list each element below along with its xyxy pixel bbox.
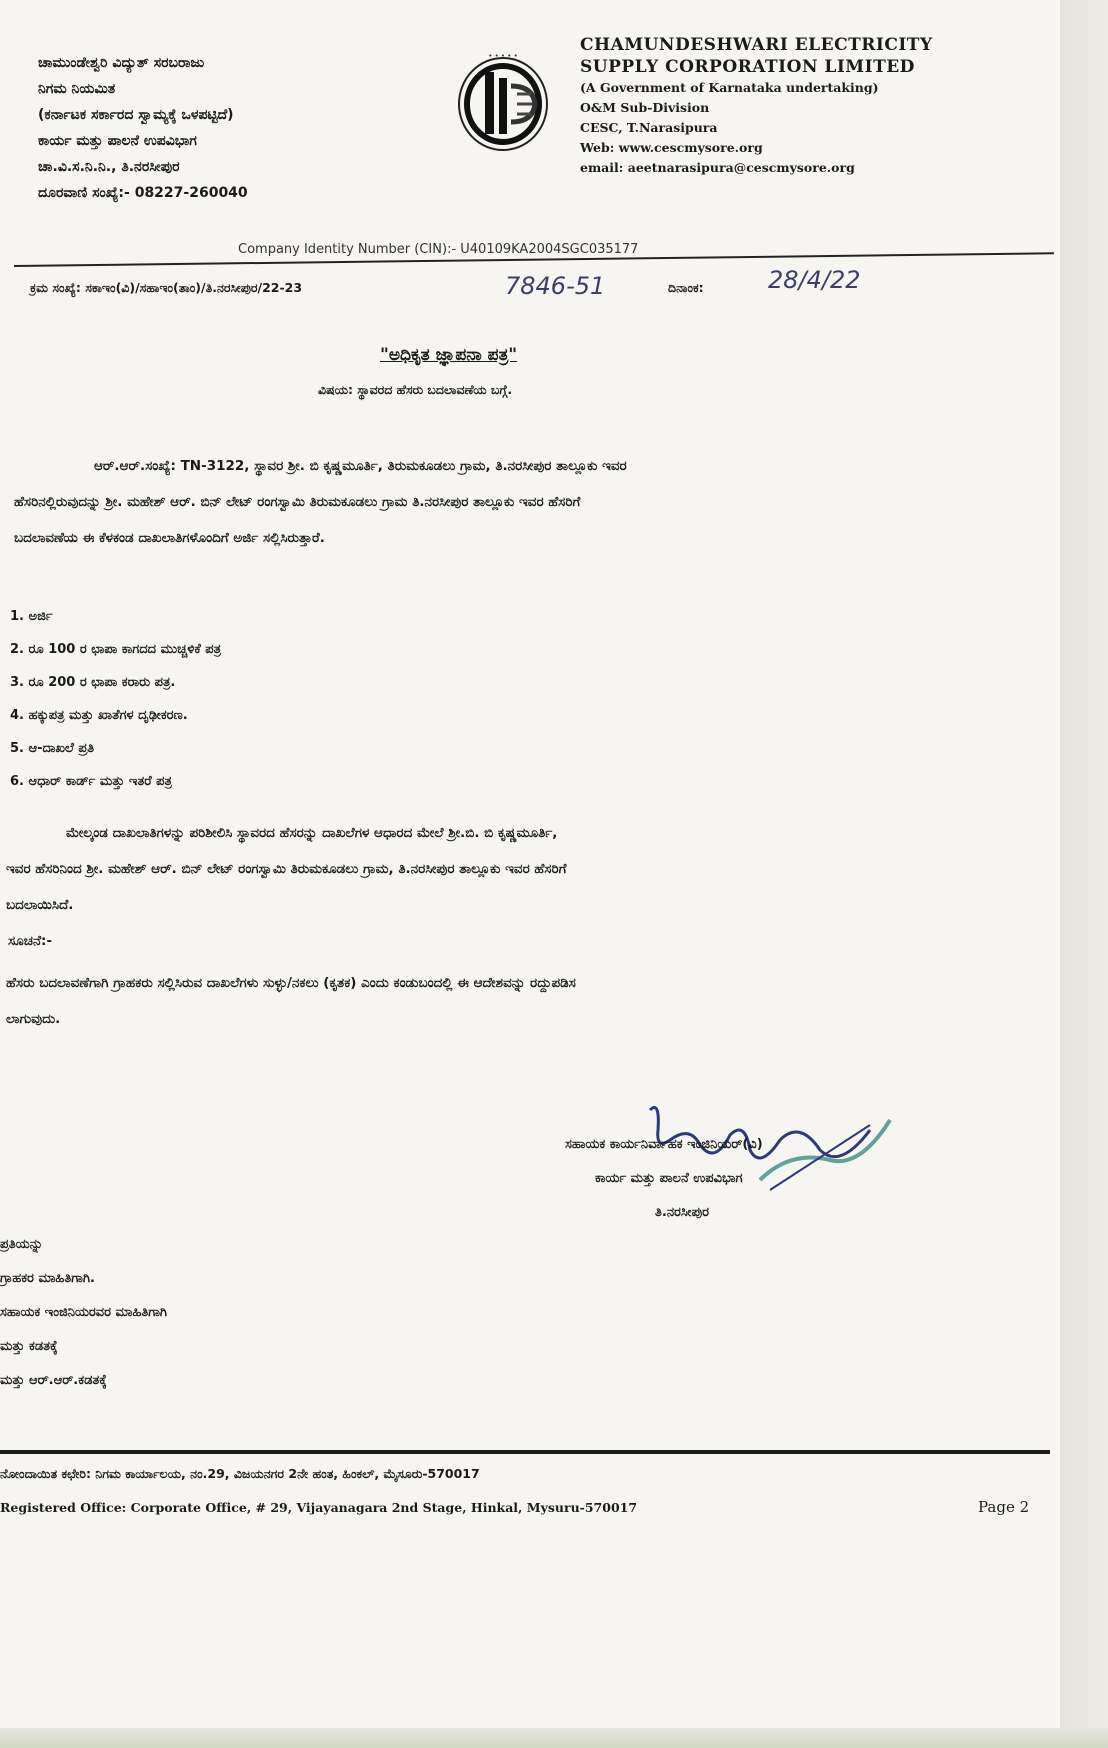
page-number: Page 2 xyxy=(978,1498,1030,1516)
government-note: (A Government of Karnataka undertaking) xyxy=(580,80,879,95)
note-label: ಸೂಚನೆ:- xyxy=(8,933,53,949)
signatory-title: ಸಹಾಯಕ ಕಾರ್ಯನಿರ್ವಾಹಕ ಇಂಜಿನಿಯರ್(ವಿ) xyxy=(565,1137,763,1152)
kannada-header-line: ನಿಗಮ ನಿಯಮಿತ xyxy=(38,81,116,97)
subject-line: ವಿಷಯ: ಸ್ಥಾವರದ ಹೆಸರು ಬದಲಾವಣೆಯ ಬಗ್ಗೆ. xyxy=(318,382,513,397)
kannada-header-line: ಕಾರ್ಯ ಮತ್ತು ಪಾಲನೆ ಉಪವಿಭಾಗ xyxy=(38,133,197,149)
list-item: 5. ಆ-ದಾಖಲೆ ಪ್ರತಿ xyxy=(10,741,95,756)
copy-item: ಮತ್ತು ಕಡತಕ್ಕೆ xyxy=(0,1339,58,1354)
paragraph-line: ಮೇಲ್ಕಂಡ ದಾಖಲಾತಿಗಳನ್ನು ಪರಿಶೀಲಿಸಿ ಸ್ಥಾವರದ ಹೆಸರನ್ನು ದಾಖಲೆಗಳ ಆಧಾರದ ಮೇಲೆ ಶ್ರೀ.ಬಿ. ಬಿ ಕೃಷ್ಣಮೂರ್ತಿ, xyxy=(66,825,558,841)
note-text xyxy=(6,965,576,1037)
handwritten-reference-number: 7846-51 xyxy=(505,272,606,300)
copy-to-list xyxy=(0,1228,167,1398)
svg-text:• • • • •: • • • • • xyxy=(488,52,518,60)
company-identity-number: Company Identity Number (CIN):- U40109KA2004SGC035177 xyxy=(238,242,639,257)
office-location: CESC, T.Narasipura xyxy=(580,120,718,135)
paragraph-line: ಬದಲಾಯಿಸಿದೆ. xyxy=(6,897,74,913)
list-item: 2. ರೂ 100 ರ ಛಾಪಾ ಕಾಗದದ ಮುಚ್ಚಳಿಕೆ ಪತ್ರ xyxy=(10,642,222,657)
handwritten-date: 28/4/22 xyxy=(768,266,861,294)
website: Web: www.cescmysore.org xyxy=(580,140,763,155)
cesc-logo xyxy=(455,48,555,154)
date-label: ದಿನಾಂಕ: xyxy=(668,280,704,295)
sub-division: O&M Sub-Division xyxy=(580,100,710,115)
kannada-header-line: ಚಾ.ವಿ.ಸ.ನಿ.ನಿ., ತಿ.ನರಸೀಪುರ xyxy=(38,159,180,175)
footer-divider xyxy=(0,1450,1050,1454)
copy-item: ಮತ್ತು ಆರ್.ಆರ್.ಕಡತಕ್ಕೆ xyxy=(0,1373,107,1388)
signatory-place: ತಿ.ನರಸೀಪುರ xyxy=(655,1205,710,1220)
list-item: 3. ರೂ 200 ರ ಛಾಪಾ ಕರಾರು ಪತ್ರ. xyxy=(10,675,176,690)
paragraph-line: ಬದಲಾವಣೆಯ ಈ ಕೆಳಕಂಡ ದಾಖಲಾತಿಗಳೊಂದಿಗೆ ಅರ್ಜಿ ಸಲ್ಲಿಸಿರುತ್ತಾರೆ. xyxy=(14,530,325,546)
company-name-line2: SUPPLY CORPORATION LIMITED xyxy=(580,57,915,77)
page-shadow-edge xyxy=(1060,0,1108,1748)
list-item: 6. ಆಧಾರ್ ಕಾರ್ಡ್ ಮತ್ತು ಇತರೆ ಪತ್ರ xyxy=(10,774,172,789)
email-address: email: aeetnarasipura@cescmysore.org xyxy=(580,160,855,175)
reference-text: ಕ್ರಮ ಸಂಖ್ಯೆ: ಸಕಾಇಂ(ವಿ)/ಸಹಾಇಂ(ತಾಂ)/ತಿ.ನರಸೀಪುರ/22-23 xyxy=(30,280,303,295)
copy-item: ಗ್ರಾಹಕರ ಮಾಹಿತಿಗಾಗಿ. xyxy=(0,1271,95,1286)
english-letterhead xyxy=(580,34,1050,178)
body-paragraph xyxy=(6,815,566,923)
footer-kannada-address: ನೋಂದಾಯಿತ ಕಛೇರಿ: ನಿಗಮ ಕಾರ್ಯಾಲಯ, ನಂ.29, ವಿಜಯನಗರ 2ನೇ ಹಂತ, ಹಿಂಕಲ್, ಮೈಸೂರು-570017 xyxy=(0,1466,480,1481)
paragraph-line: ಇವರ ಹೆಸರಿನಿಂದ ಶ್ರೀ. ಮಹೇಶ್ ಆರ್. ಬಿನ್ ಲೇಟ್ ರಂಗಸ್ವಾಮಿ ತಿರುಮಕೂಡಲು ಗ್ರಾಮ, ತಿ.ನರಸೀಪುರ ತಾಲ್ಲೂಕು ಇವರ ಹೆಸರಿಗೆ xyxy=(6,861,567,877)
copy-item: ಸಹಾಯಕ ಇಂಜಿನಿಯರವರ ಮಾಹಿತಿಗಾಗಿ xyxy=(0,1305,168,1320)
paragraph-line: ಹೆಸರಿನಲ್ಲಿರುವುದನ್ನು ಶ್ರೀ. ಮಹೇಶ್ ಆರ್. ಬಿನ್ ಲೇಟ್ ರಂಗಸ್ವಾಮಿ ತಿರುಮಕೂಡಲು ಗ್ರಾಮ ತಿ.ನರಸೀಪುರ ತಾಲ್ಲೂಕು ಇವರ ಹೆಸರಿಗೆ xyxy=(14,494,581,510)
signature-block xyxy=(565,1128,985,1230)
body-paragraph xyxy=(14,448,627,556)
paragraph-line: ಆರ್.ಆರ್.ಸಂಖ್ಯೆ: TN-3122, ಸ್ಥಾವರ ಶ್ರೀ. ಬಿ ಕೃಷ್ಣಮೂರ್ತಿ, ತಿರುಮಕೂಡಲು ಗ್ರಾಮ, ತಿ.ನರಸೀಪುರ ತಾಲ್ಲೂಕು ಇವರ xyxy=(94,458,627,474)
reference-line xyxy=(30,280,302,296)
list-item: 4. ಹಕ್ಕುಪತ್ರ ಮತ್ತು ಖಾತೆಗಳ ದೃಢೀಕರಣ. xyxy=(10,708,188,723)
kannada-letterhead xyxy=(38,50,428,206)
company-name-line1: CHAMUNDESHWARI ELECTRICITY xyxy=(580,35,933,55)
footer-registered-office: Registered Office: Corporate Office, # 29, Vijayanagara 2nd Stage, Hinkal, Mysuru-570017 xyxy=(0,1500,638,1515)
kannada-header-line: (ಕರ್ನಾಟಕ ಸರ್ಕಾರದ ಸ್ವಾಮ್ಯಕ್ಕೆ ಒಳಪಟ್ಟಿದೆ) xyxy=(38,107,234,123)
desk-background xyxy=(0,1728,1108,1748)
list-item: 1. ಅರ್ಜಿ xyxy=(10,609,53,624)
signatory-office: ಕಾರ್ಯ ಮತ್ತು ಪಾಲನೆ ಉಪವಿಭಾಗ xyxy=(595,1171,743,1186)
note-line: ಹೆಸರು ಬದಲಾವಣೆಗಾಗಿ ಗ್ರಾಹಕರು ಸಲ್ಲಿಸಿರುವ ದಾಖಲೆಗಳು ಸುಳ್ಳು/ನಕಲು (ಕೃತಕ) ಎಂದು ಕಂಡುಬಂದಲ್ಲಿ ಈ ಆದೇಶವನ್ನು ರದ್ದುಪಡಿಸ xyxy=(6,975,576,991)
copy-item: ಪ್ರತಿಯನ್ನು xyxy=(0,1237,43,1252)
note-line: ಲಾಗುವುದು. xyxy=(6,1011,61,1027)
document-list xyxy=(10,600,221,798)
kannada-header-line: ದೂರವಾಣಿ ಸಂಖ್ಯೆ:- 08227-260040 xyxy=(38,185,248,201)
document-title: "ಅಧಿಕೃತ ಜ್ಞಾಪನಾ ಪತ್ರ" xyxy=(380,345,518,365)
kannada-header-line: ಚಾಮುಂಡೇಶ್ವರಿ ವಿದ್ಯುತ್ ಸರಬರಾಜು xyxy=(38,55,205,71)
